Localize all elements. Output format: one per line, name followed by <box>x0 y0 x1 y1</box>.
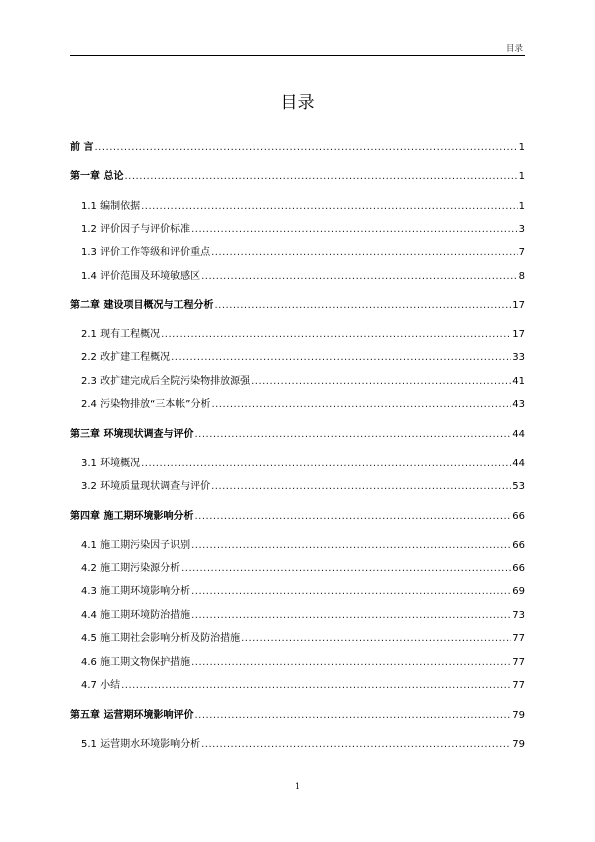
toc-entry-page: 66 <box>512 540 525 551</box>
toc-entry-page: 79 <box>512 739 525 750</box>
toc-entry-page: 1 <box>518 142 525 153</box>
dot-leader <box>194 428 511 442</box>
toc-entry[interactable] <box>70 299 525 313</box>
toc-entry[interactable] <box>81 351 525 365</box>
toc-entry-page: 17 <box>512 300 525 311</box>
dot-leader <box>161 328 511 342</box>
dot-leader <box>214 299 511 313</box>
toc-entry-page: 3 <box>518 224 525 235</box>
toc-entry[interactable] <box>81 632 525 646</box>
toc-entry-label: 第一章 总论 <box>70 171 124 182</box>
dot-leader <box>201 738 511 752</box>
toc-entry-page: 1 <box>518 171 525 182</box>
toc-entry[interactable] <box>70 510 525 524</box>
toc-entry-page: 66 <box>512 563 525 574</box>
page-number: 1 <box>294 782 301 791</box>
toc-entry[interactable] <box>81 270 525 284</box>
dot-leader <box>211 398 511 412</box>
toc-entry-label: 第三章 环境现状调查与评价 <box>70 429 194 440</box>
toc-entry-label: 4.2 施工期污染源分析 <box>81 563 181 574</box>
toc-entry-label: 5.1 运营期水环境影响分析 <box>81 739 201 750</box>
toc-entry-page: 44 <box>512 458 525 469</box>
toc-entry-label: 4.1 施工期污染因子识别 <box>81 540 191 551</box>
toc-entry-page: 33 <box>512 352 525 363</box>
toc-entry-label: 2.3 改扩建完成后全院污染物排放源强 <box>81 376 251 387</box>
toc-entry-label: 4.7 小结 <box>81 680 121 691</box>
toc-entry-page: 69 <box>512 586 525 597</box>
toc-entry-label: 4.3 施工期环境影响分析 <box>81 586 191 597</box>
toc-entry-page: 17 <box>512 329 525 340</box>
dot-leader <box>191 609 511 623</box>
toc-entry[interactable] <box>81 200 525 214</box>
dot-leader <box>241 632 511 646</box>
toc-entry[interactable] <box>70 709 525 723</box>
toc-entry-page: 53 <box>512 481 525 492</box>
toc-entry-label: 1.3 评价工作等级和评价重点 <box>81 247 211 258</box>
toc-entry[interactable] <box>81 398 525 412</box>
toc-entry-label: 4.4 施工期环境防治措施 <box>81 610 191 621</box>
toc-entry[interactable] <box>81 375 525 389</box>
dot-leader <box>94 141 517 155</box>
toc-entry-page: 79 <box>512 710 525 721</box>
toc-entry-label: 4.6 施工期文物保护措施 <box>81 657 191 668</box>
dot-leader <box>141 457 511 471</box>
toc-entry-label: 2.4 污染物排放“三本帐”分析 <box>81 399 211 410</box>
toc-entry-page: 77 <box>512 657 525 668</box>
toc-entry[interactable] <box>81 562 525 576</box>
toc-entry-page: 1 <box>518 201 525 212</box>
toc-entry[interactable] <box>81 738 525 752</box>
dot-leader <box>194 709 511 723</box>
dot-leader <box>251 375 511 389</box>
toc-entry-page: 44 <box>512 429 525 440</box>
toc-entry[interactable] <box>81 656 525 670</box>
dot-leader <box>121 679 511 693</box>
toc-entry-label: 第二章 建设项目概况与工程分析 <box>70 300 214 311</box>
toc-entry[interactable] <box>81 480 525 494</box>
toc-entry-label: 前 言 <box>70 142 94 153</box>
toc-entry-page: 43 <box>512 399 525 410</box>
toc-entry[interactable] <box>81 679 525 693</box>
dot-leader <box>171 351 511 365</box>
header-rule <box>70 55 525 56</box>
dot-leader <box>191 539 511 553</box>
toc-entry[interactable] <box>81 457 525 471</box>
toc-entry[interactable] <box>70 428 525 442</box>
toc-entry-label: 1.4 评价范围及环境敏感区 <box>81 271 201 282</box>
toc-entry-page: 77 <box>512 633 525 644</box>
dot-leader <box>191 656 511 670</box>
toc-entry[interactable] <box>81 539 525 553</box>
dot-leader <box>211 480 511 494</box>
toc-entry-label: 2.2 改扩建工程概况 <box>81 352 171 363</box>
toc-entry-label: 3.2 环境质量现状调查与评价 <box>81 481 211 492</box>
dot-leader <box>124 170 517 184</box>
toc-entry-page: 7 <box>518 247 525 258</box>
toc-entry-label: 2.1 现有工程概况 <box>81 329 161 340</box>
dot-leader <box>191 585 511 599</box>
toc-entry[interactable] <box>81 585 525 599</box>
toc-entry-page: 8 <box>518 271 525 282</box>
toc-entry[interactable] <box>81 223 525 237</box>
toc-entry[interactable] <box>81 328 525 342</box>
toc-entry-label: 4.5 施工期社会影响分析及防治措施 <box>81 633 241 644</box>
toc-entry-label: 1.1 编制依据 <box>81 201 141 212</box>
running-header-title: 目录 <box>505 44 523 54</box>
toc-entry[interactable] <box>70 141 525 155</box>
dot-leader <box>181 562 511 576</box>
toc-entry-page: 66 <box>512 511 525 522</box>
toc-entry-page: 77 <box>512 680 525 691</box>
toc-entry[interactable] <box>81 609 525 623</box>
dot-leader <box>201 270 518 284</box>
dot-leader <box>191 223 518 237</box>
toc-entry[interactable] <box>81 246 525 260</box>
toc-entry-label: 第四章 施工期环境影响分析 <box>70 511 194 522</box>
dot-leader <box>194 510 511 524</box>
dot-leader <box>141 200 518 214</box>
dot-leader <box>211 246 518 260</box>
toc-entry-page: 73 <box>512 610 525 621</box>
toc-entry-label: 1.2 评价因子与评价标准 <box>81 224 191 235</box>
toc-entry-page: 41 <box>512 376 525 387</box>
toc-entry-label: 3.1 环境概况 <box>81 458 141 469</box>
toc-entry-label: 第五章 运营期环境影响评价 <box>70 710 194 721</box>
toc-entry[interactable] <box>70 170 525 184</box>
page-title: 目录 <box>280 93 315 113</box>
